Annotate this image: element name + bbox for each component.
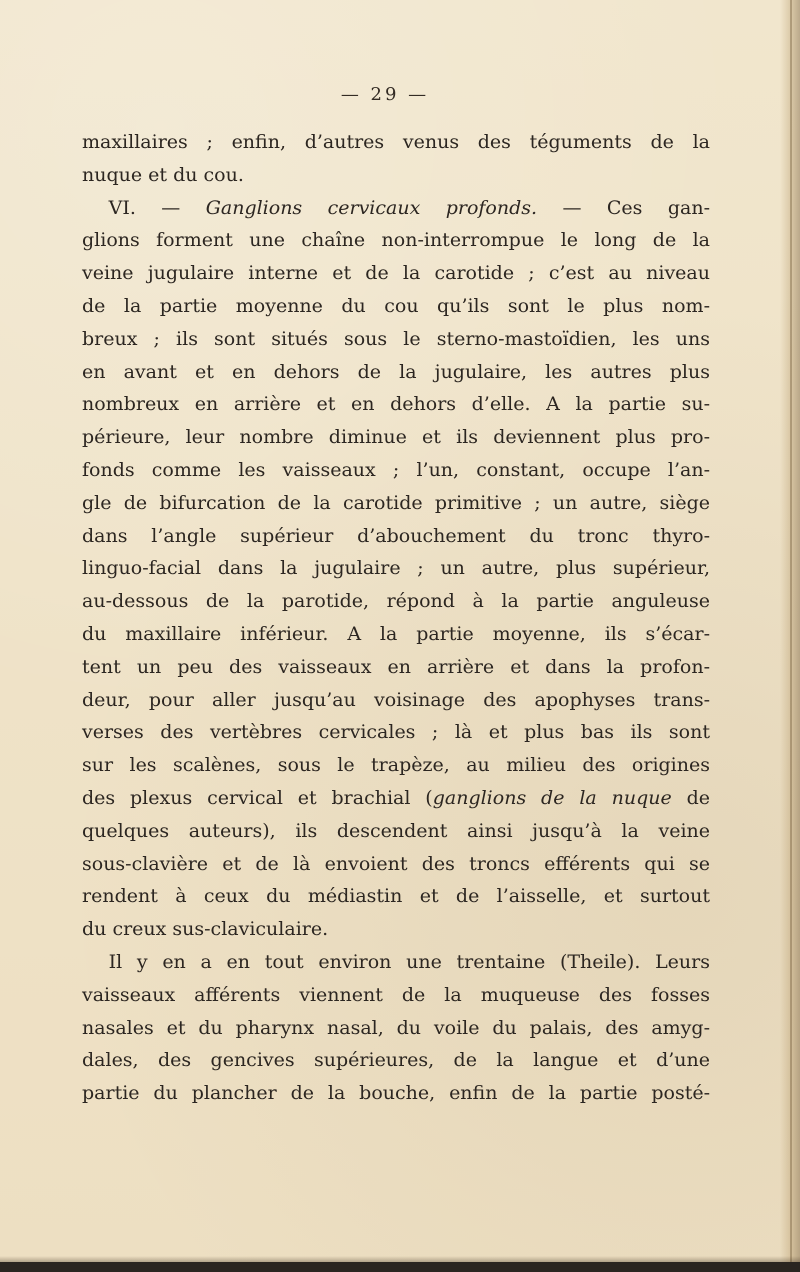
text-line: partie du plancher de la bouche, enfin de la partie posté- [82, 1082, 710, 1105]
text-line-suffix: de [671, 786, 710, 809]
text-line: dales, des gencives supérieures, de la langue et d’une [82, 1049, 710, 1072]
text-line: dans l’angle supérieur d’abouchement du tronc thyro- [82, 524, 710, 547]
text-line: périeure, leur nombre diminue et ils deviennent plus pro- [82, 426, 710, 449]
text-line: en avant et en dehors de la jugulaire, les autres plus [82, 360, 710, 383]
text-line: nombreux en arrière et en dehors d’elle. A la partie su- [82, 393, 710, 416]
text-line: du creux sus-claviculaire. [82, 918, 329, 941]
text-line [82, 782, 710, 815]
text-line-prefix: des plexus cervical et brachial ( [82, 786, 433, 809]
text-line: veine jugulaire interne et de la carotide ; c’est au niveau [82, 262, 710, 285]
text-line: sous-clavière et de là envoient des troncs efférents qui se [82, 852, 710, 875]
italic-phrase: ganglions de la nuque [432, 786, 672, 809]
text-line: vaisseaux afférents viennent de la muqueuse des fosses [82, 983, 710, 1006]
text-line: glions forment une chaîne non-interrompue le long de la [82, 229, 710, 252]
text-line: Il y en a en tout environ une trentaine (Theile). Leurs [108, 950, 710, 973]
text-line: tent un peu des vaisseaux en arrière et dans la profon- [82, 655, 710, 678]
text-line: nuque et du cou. [82, 163, 244, 186]
page-number: — 29 — [340, 84, 430, 105]
text-line: fonds comme les vaisseaux ; l’un, constant, occupe l’an- [82, 458, 710, 481]
page-edge-line [790, 0, 792, 1272]
document-body [82, 126, 710, 1110]
text-line: rendent à ceux du médiastin et de l’aisselle, et surtout [82, 885, 710, 908]
text-line: au-dessous de la parotide, répond à la partie anguleuse [82, 590, 710, 613]
text-line: deur, pour aller jusqu’au voisinage des apophyses trans- [82, 688, 710, 711]
bottom-band [0, 1262, 800, 1272]
text-line: maxillaires ; enfin, d’autres venus des téguments de la [82, 131, 710, 153]
section-heading-italic: Ganglions cervicaux profonds. [205, 196, 538, 219]
text-line-suffix: — Ces gan- [537, 196, 710, 219]
text-line: sur les scalènes, sous le trapèze, au milieu des origines [82, 754, 710, 777]
text-line-prefix: VI. — [108, 196, 206, 219]
text-line: du maxillaire inférieur. A la partie moyenne, ils s’écar- [82, 622, 710, 645]
text-line: linguo-facial dans la jugulaire ; un autre, plus supérieur, [82, 557, 710, 580]
text-line [82, 192, 710, 225]
text-line: gle de bifurcation de la carotide primitive ; un autre, siège [82, 491, 710, 514]
text-line: breux ; ils sont situés sous le sterno-mastoïdien, les uns [82, 327, 710, 350]
text-line: verses des vertèbres cervicales ; là et plus bas ils sont [82, 721, 710, 744]
text-line: nasales et du pharynx nasal, du voile du palais, des amyg- [82, 1016, 710, 1039]
text-line: de la partie moyenne du cou qu’ils sont le plus nom- [82, 294, 710, 317]
text-line: quelques auteurs), ils descendent ainsi jusqu’à la veine [82, 819, 710, 842]
